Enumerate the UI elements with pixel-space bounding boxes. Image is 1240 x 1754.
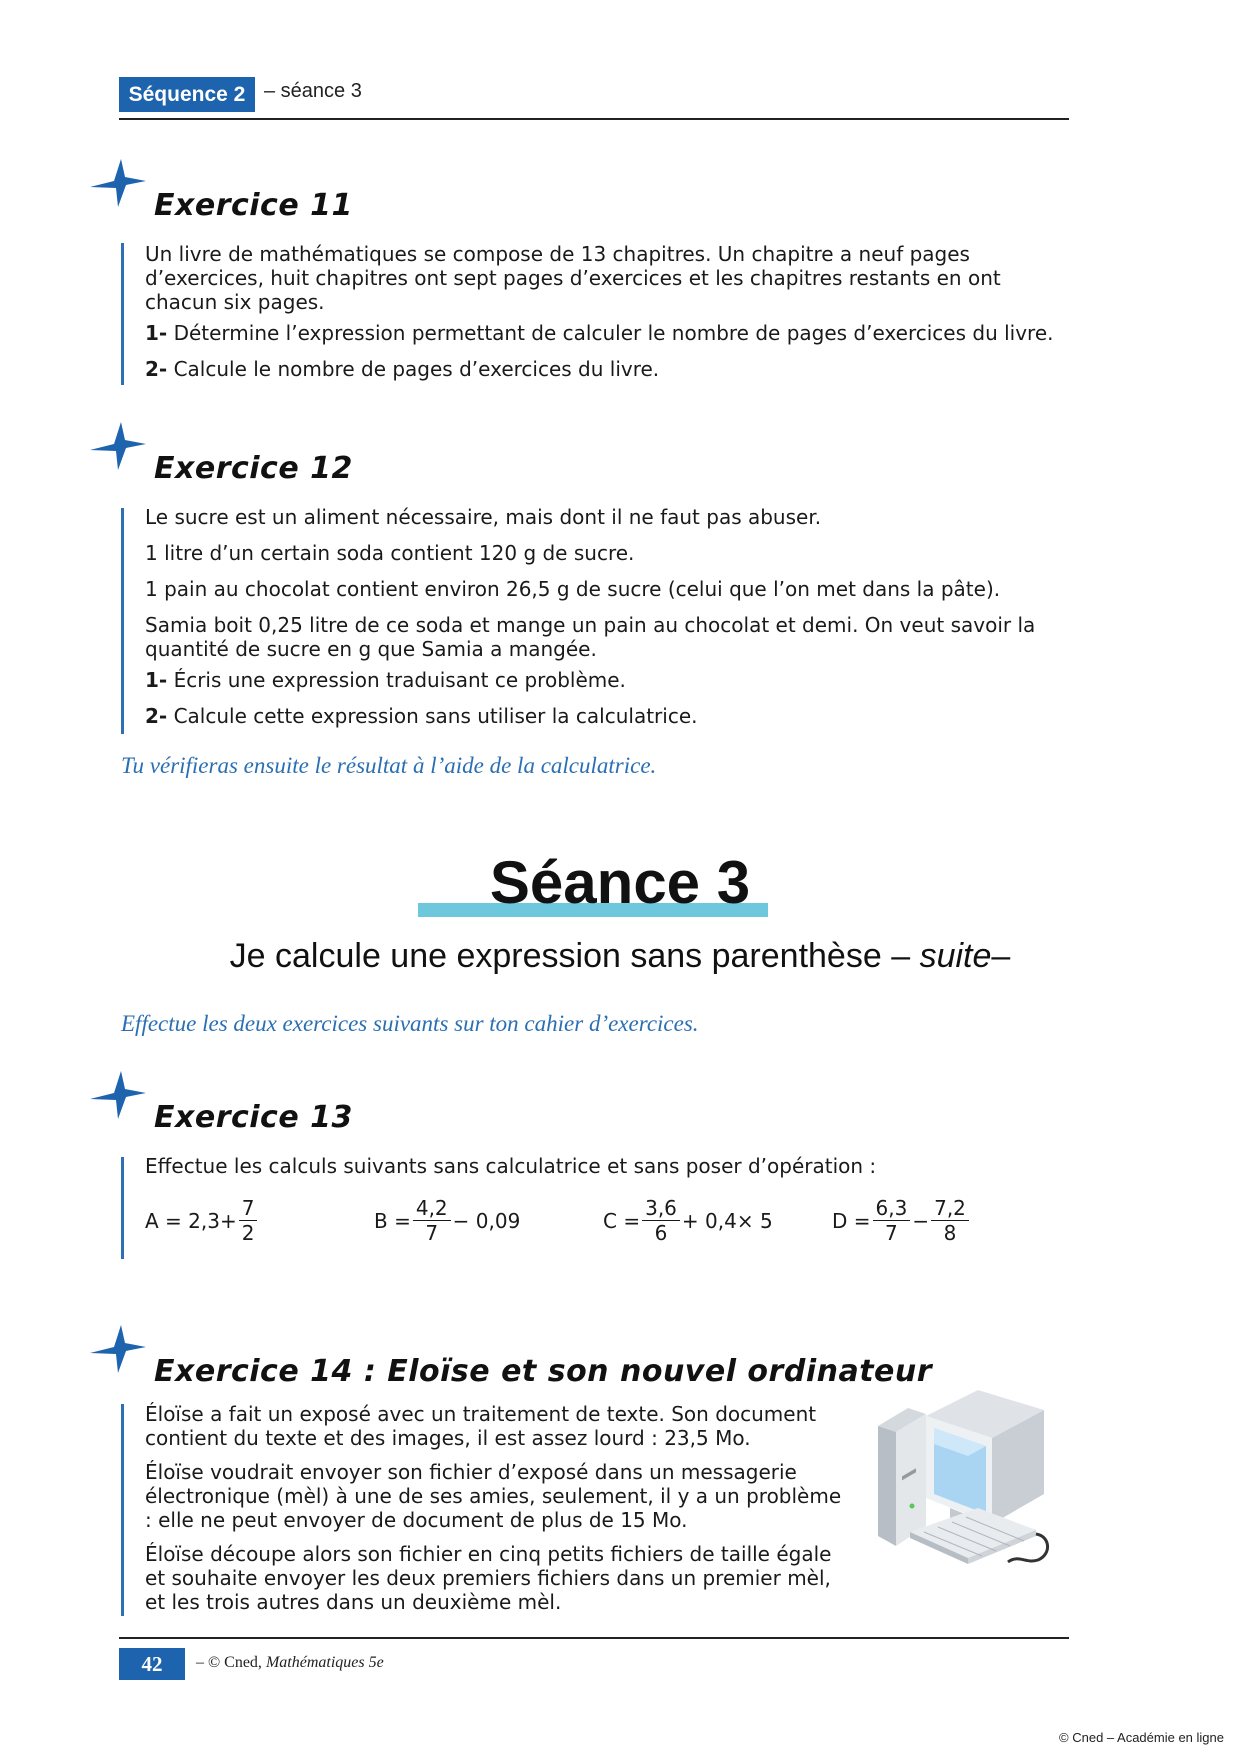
exercise-11-q2: Calcule le nombre de pages d’exercices du livre. [173, 357, 660, 381]
expression-d-left: D = [832, 1208, 871, 1233]
sequence-badge: Séquence 2 [119, 77, 255, 112]
fraction [642, 1196, 680, 1245]
denominator: 7 [885, 1221, 898, 1245]
footer-prefix: – © Cned, [196, 1654, 262, 1671]
expression-a [145, 1196, 259, 1245]
header-subtitle: – séance 3 [264, 80, 362, 102]
star-icon [88, 157, 148, 209]
numerator: 3,6 [642, 1196, 680, 1221]
seance-subtitle-suite: suite [919, 937, 992, 975]
exercise-12-q2: Calcule cette expression sans utiliser la calculatrice. [173, 704, 698, 728]
denominator: 2 [241, 1221, 255, 1245]
exercise-14-p2: Éloïse voudrait envoyer son fichier d’exposé dans un messagerie électronique (mèl) à une de ses amies, seulement, il y a un problème : elle ne peut envoyer de document de plus de 15 Mo. [145, 1460, 842, 1532]
exercise-12-bar [121, 508, 124, 734]
seance-subtitle-text: Je calcule une expression sans parenthèse – [229, 937, 911, 975]
exercise-13-title: Exercice 13 [154, 1100, 353, 1135]
expression-d-operator: − [912, 1208, 930, 1233]
numerator: 7 [239, 1196, 258, 1221]
exercise-11-intro: Un livre de mathématiques se compose de 13 chapitres. Un chapitre a neuf pages d’exercices, huit chapitres ont sept pages d’exercices et les chapitres restants en ont chacun six pages. [145, 242, 1001, 314]
seance-subtitle [0, 937, 1240, 976]
expression-b [374, 1196, 520, 1245]
exercise-12-p3: 1 pain au chocolat contient environ 26,5 g de sucre (celui que l’on met dans la pâte). [145, 577, 1001, 601]
exercise-12-p4: Samia boit 0,25 litre de ce soda et mange un pain au chocolat et demi. On veut savoir la quantité de sucre en g que Samia a mangée. [145, 613, 1036, 661]
expression-b-left: B = [374, 1208, 411, 1233]
seance-title: Séance 3 [489, 849, 751, 916]
exercise-14-p3: Éloïse découpe alors son fichier en cinq petits fichiers de taille égale et souhaite envoyer les deux premiers fichiers dans un premier mèl, et les trois autres dans un deuxième mèl. [145, 1542, 832, 1614]
question-number: 2- [145, 357, 168, 381]
numerator: 7,2 [931, 1196, 969, 1221]
exercise-12-title: Exercice 12 [154, 451, 353, 486]
exercise-12-q1: Écris une expression traduisant ce problème. [173, 668, 626, 692]
exercise-14-title: Exercice 14 : Eloïse et son nouvel ordinateur [154, 1354, 933, 1389]
expression-b-right: − 0,09 [452, 1208, 521, 1233]
expression-c-left: C = [603, 1208, 641, 1233]
expression-c-right: + 0,4× 5 [681, 1208, 773, 1233]
page-number: 42 [119, 1648, 185, 1680]
seance-subtitle-end: – [991, 937, 1011, 975]
expression-a-left: A = 2,3+ [145, 1208, 237, 1233]
expression-c [603, 1196, 773, 1245]
exercise-11-title: Exercice 11 [154, 188, 353, 223]
question-number: 1- [145, 321, 168, 345]
expression-d [832, 1196, 971, 1245]
copyright-notice: © Cned – Académie en ligne [1059, 1730, 1224, 1745]
star-icon [88, 1069, 148, 1121]
exercise-11-q1: Détermine l’expression permettant de calculer le nombre de pages d’exercices du livre. [173, 321, 1054, 345]
exercise-13-bar [121, 1157, 124, 1259]
denominator: 8 [943, 1221, 957, 1245]
footer-rule [119, 1637, 1069, 1639]
star-icon [88, 420, 148, 472]
seance-instruction: Effectue les deux exercices suivants sur ton cahier d’exercices. [121, 1011, 699, 1036]
exercise-12-body [145, 505, 1060, 728]
exercise-11-body [145, 242, 1060, 381]
exercise-13-intro: Effectue les calculs suivants sans calculatrice et sans poser d’opération : [145, 1154, 877, 1178]
exercise-11-bar [121, 243, 124, 385]
footer-book: Mathématiques 5e [265, 1654, 384, 1671]
fraction [413, 1196, 451, 1245]
numerator: 6,3 [873, 1196, 911, 1221]
exercise-14-bar [121, 1404, 124, 1616]
fraction [239, 1196, 258, 1245]
question-number: 1- [145, 668, 168, 692]
exercise-12-p2: 1 litre d’un certain soda contient 120 g de sucre. [145, 541, 635, 565]
denominator: 7 [425, 1221, 439, 1245]
fraction [873, 1196, 911, 1245]
fraction [931, 1196, 969, 1245]
header-rule [119, 118, 1069, 120]
computer-icon [868, 1386, 1058, 1576]
denominator: 6 [654, 1221, 668, 1245]
numerator: 4,2 [413, 1196, 451, 1221]
footer-credit [196, 1654, 384, 1672]
exercise-14-p1: Éloïse a fait un exposé avec un traitement de texte. Son document contient du texte et des images, il est assez lourd : 23,5 Mo. [145, 1402, 817, 1450]
exercise-12-p1: Le sucre est un aliment nécessaire, mais dont il ne faut pas abuser. [145, 505, 822, 529]
exercise-14-body [145, 1402, 850, 1614]
exercise-12-note: Tu vérifieras ensuite le résultat à l’aide de la calculatrice. [121, 753, 657, 778]
question-number: 2- [145, 704, 168, 728]
star-icon [88, 1323, 148, 1375]
